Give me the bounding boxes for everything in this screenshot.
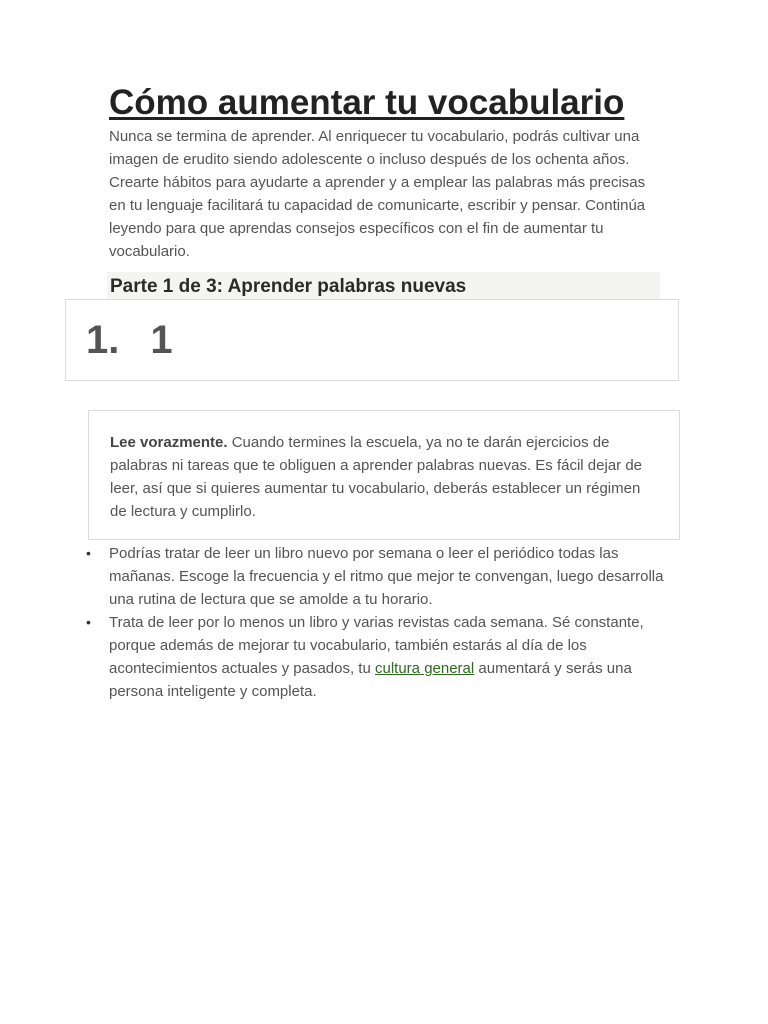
section-header [107,272,660,300]
list-item-text-end: aumentará y serás una persona inteligente y completa. [109,660,632,700]
list-item [85,542,665,611]
step-bold-lead: Lee vorazmente. [110,434,228,451]
step-number-box [65,299,679,381]
step-description [110,431,655,523]
bullet-icon: • [86,545,91,561]
list-item-text: Trata de leer por lo menos un libro y varias revistas cada semana. Sé constante, porque además de mejorar tu vocabulario, también estarás al día de los acontecimientos actuales y pasados, tu [109,614,644,677]
list-item [85,611,665,703]
step-number-value: 1 [150,318,173,362]
list-item-text: Podrías tratar de leer un libro nuevo por semana o leer el periódico todas las mañanas. Escoge la frecuencia y el ritmo que mejor te convengan, luego desarrolla una rutina de lectura que se amolde a tu horario. [109,545,664,608]
step-text: Cuando termines la escuela, ya no te darán ejercicios de palabras ni tareas que te obliguen a aprender palabras nuevas. Es fácil dejar de leer, así que si quieres aumentar tu vocabulario, deberás establecer un régimen de lectura y cumplirlo. [110,434,643,520]
cultura-general-link[interactable]: cultura general [375,660,475,677]
section-heading: Parte 1 de 3: Aprender palabras nuevas [110,276,467,297]
step-list-marker: 1. [86,318,120,362]
tips-list [85,542,665,703]
article-title: Cómo aumentar tu vocabulario [109,83,625,122]
step-number [86,318,173,362]
intro-paragraph: Nunca se termina de aprender. Al enriquecer tu vocabulario, podrás cultivar una imagen de erudito siendo adolescente o incluso después de los ochenta años. Crearte hábitos para ayudarte a aprender y a emplear las palabras más precisas en tu lenguaje facilitará tu capacidad de comunicarte, escribir y pensar. Continúa leyendo para que aprendas consejos específicos con el fin de aumentar tu vocabulario. [109,128,646,260]
step-content-box [88,410,680,540]
bullet-icon: • [86,614,91,630]
